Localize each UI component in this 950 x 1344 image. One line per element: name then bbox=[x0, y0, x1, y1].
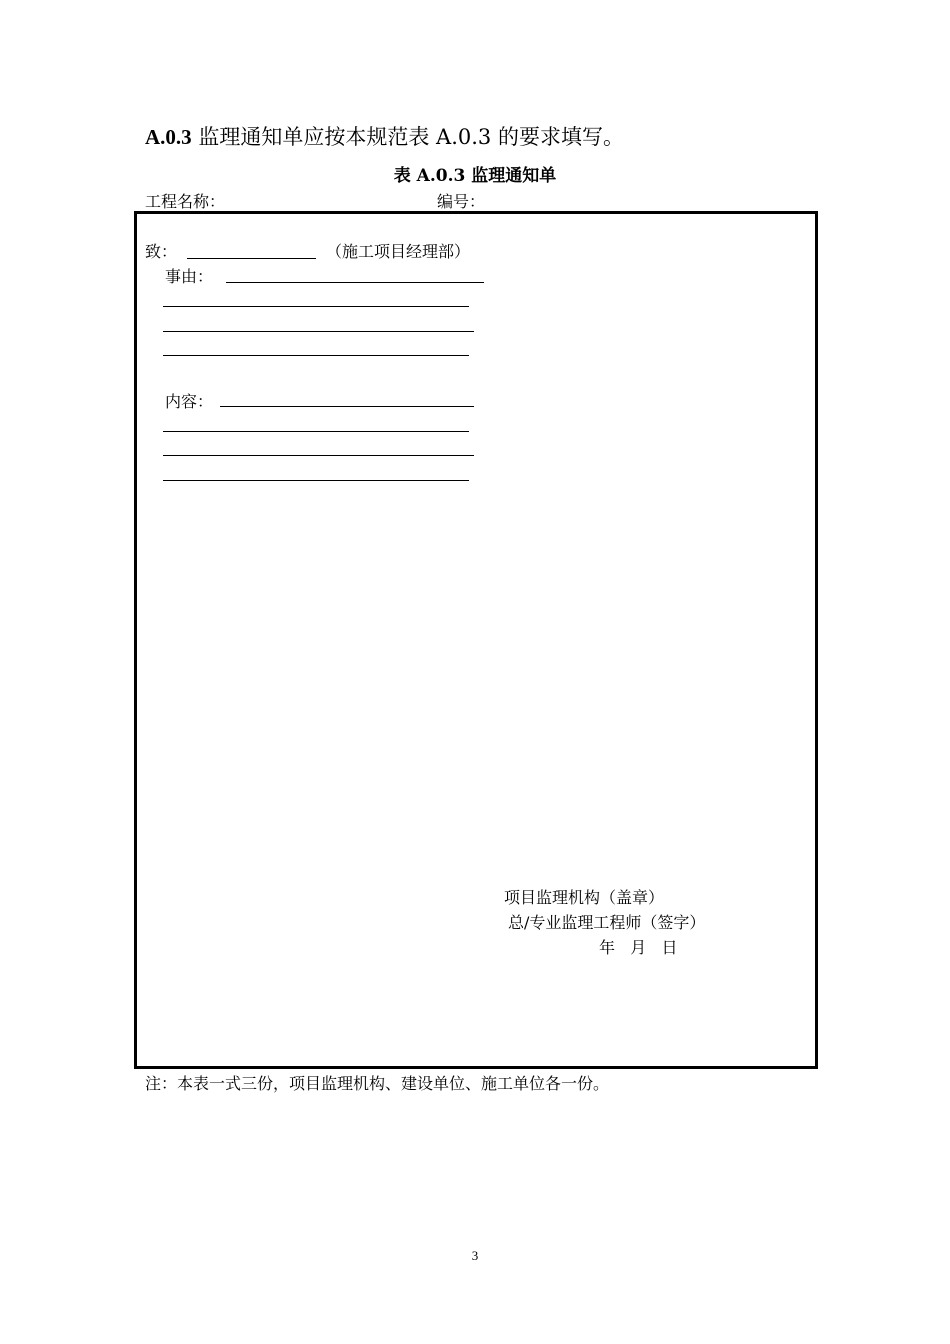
intro-paragraph bbox=[145, 121, 624, 151]
reason-line[interactable] bbox=[163, 355, 469, 356]
form-title: 表 A.0.3 监理通知单 bbox=[393, 166, 557, 186]
engineer-signature: 总/专业监理工程师（签字） bbox=[508, 913, 706, 932]
content-line[interactable] bbox=[163, 455, 474, 456]
content-label: 内容： bbox=[165, 392, 214, 411]
notice-form bbox=[134, 211, 818, 1069]
content-field[interactable] bbox=[220, 406, 474, 407]
reason-line[interactable] bbox=[163, 306, 469, 307]
serial-number-label: 编号： bbox=[437, 192, 486, 211]
content-line[interactable] bbox=[163, 480, 469, 481]
project-name-label: 工程名称： bbox=[145, 192, 226, 211]
page-number: 3 bbox=[471, 1248, 479, 1263]
content-line[interactable] bbox=[163, 431, 469, 432]
section-number: A.0.3 bbox=[145, 125, 192, 149]
reason-label: 事由： bbox=[165, 267, 214, 286]
to-suffix: （施工项目经理部） bbox=[326, 242, 471, 261]
footnote: 注：本表一式三份，项目监理机构、建设单位、施工单位各一份。 bbox=[145, 1074, 610, 1093]
recipient-field[interactable] bbox=[187, 258, 316, 259]
reason-line[interactable] bbox=[163, 331, 474, 332]
reason-field[interactable] bbox=[226, 282, 484, 283]
to-label: 致： bbox=[145, 242, 178, 261]
sign-date: 年 月 日 bbox=[599, 938, 678, 957]
supervision-org-stamp: 项目监理机构（盖章） bbox=[504, 888, 665, 907]
intro-text: 监理通知单应按本规范表 A.0.3 的要求填写。 bbox=[198, 125, 624, 149]
